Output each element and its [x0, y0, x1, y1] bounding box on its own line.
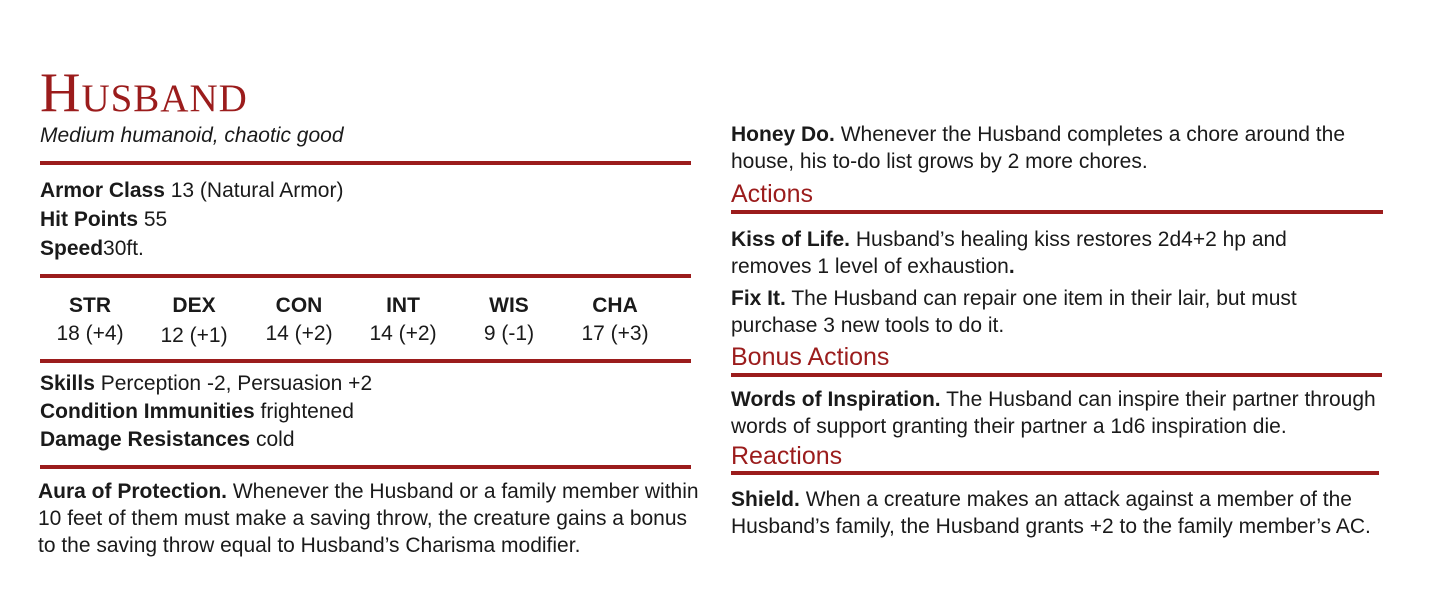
hit-points-value: 55 — [143, 208, 168, 231]
details — [40, 370, 372, 454]
condition-immunities-label: Condition Immunities — [40, 400, 255, 423]
ability-value: 17 (+3) — [581, 322, 649, 345]
ability-int — [355, 292, 451, 348]
trait-name: Honey Do. — [731, 123, 835, 146]
monster-type-line: Medium humanoid, chaotic good — [40, 124, 344, 147]
bonus-action-words-of-inspiration — [731, 386, 1421, 440]
condition-immunities-line — [40, 398, 372, 426]
trait-honey-do — [731, 121, 1391, 175]
damage-resistances-value: cold — [255, 428, 295, 451]
ability-value: 12 (+1) — [160, 324, 228, 347]
ability-wis — [461, 292, 557, 348]
bonus-actions-heading: Bonus Actions — [731, 343, 890, 371]
condition-immunities-value: frightened — [260, 400, 354, 423]
ability-value: 9 (-1) — [483, 322, 535, 345]
reactions-heading: Reactions — [731, 442, 843, 470]
skills-value: Perception -2, Persuasion +2 — [100, 372, 373, 395]
ability-str — [42, 292, 138, 348]
action-text: The Husband can repair one item in their lair, but must purchase 3 new tools to do it. — [731, 287, 1297, 337]
reaction-text: When a creature makes an attack against a member of the Husband’s family, the Husband grants +2 to the family member’s AC. — [731, 488, 1371, 538]
skills-line — [40, 370, 372, 398]
damage-resistances-label: Damage Resistances — [40, 428, 251, 451]
action-fix-it — [731, 285, 1371, 339]
divider — [40, 274, 691, 278]
ability-name: INT — [386, 294, 420, 317]
hit-points-line — [40, 205, 343, 234]
ability-value: 18 (+4) — [56, 322, 124, 345]
ability-cha — [567, 292, 663, 348]
ability-name: STR — [69, 294, 111, 317]
monster-name: Husband — [40, 62, 248, 124]
trait-name: Aura of Protection. — [38, 480, 228, 503]
divider — [731, 373, 1382, 377]
hit-points-label: Hit Points — [40, 208, 138, 231]
armor-class-value: 13 (Natural Armor) — [170, 179, 344, 202]
core-stats — [40, 176, 343, 263]
ability-name: CON — [275, 294, 323, 317]
armor-class-label: Armor Class — [40, 179, 165, 202]
divider — [731, 210, 1383, 214]
reaction-shield — [731, 486, 1421, 540]
divider — [731, 471, 1379, 475]
reaction-name: Shield. — [731, 488, 800, 511]
divider — [40, 359, 691, 363]
damage-resistances-line — [40, 426, 372, 454]
action-name: Fix It. — [731, 287, 786, 310]
bonus-action-name: Words of Inspiration. — [731, 388, 941, 411]
trait-text: Whenever the Husband completes a chore around the house, his to-do list grows by 2 more chores. — [731, 123, 1345, 173]
ability-name: WIS — [489, 294, 529, 317]
speed-value: 30ft. — [103, 237, 144, 260]
action-name: Kiss of Life. — [731, 228, 851, 251]
action-kiss-of-life — [731, 226, 1371, 280]
action-text: Husband’s healing kiss restores 2d4+2 hp and removes 1 level of exhaustion — [731, 228, 1287, 278]
divider — [40, 161, 691, 165]
trait-aura-of-protection — [38, 478, 704, 559]
speed-label: Speed — [40, 237, 104, 260]
speed-line — [40, 234, 343, 263]
ability-con — [251, 292, 347, 348]
skills-label: Skills — [40, 372, 95, 395]
ability-value: 14 (+2) — [265, 322, 333, 345]
divider — [40, 465, 691, 469]
ability-dex — [146, 292, 242, 350]
actions-heading: Actions — [731, 180, 813, 208]
ability-value: 14 (+2) — [369, 322, 437, 345]
armor-class-line — [40, 176, 343, 205]
trait-text: Whenever the Husband or a family member within 10 feet of them must make a saving throw, the creature gains a bonus to the saving throw equal to Husband’s Charisma modifier. — [38, 480, 699, 557]
ability-name: CHA — [592, 294, 638, 317]
action-tail: . — [1008, 255, 1015, 278]
ability-name: DEX — [172, 294, 216, 317]
bonus-action-text: The Husband can inspire their partner through words of support granting their partner a 1d6 inspiration die. — [731, 388, 1376, 438]
